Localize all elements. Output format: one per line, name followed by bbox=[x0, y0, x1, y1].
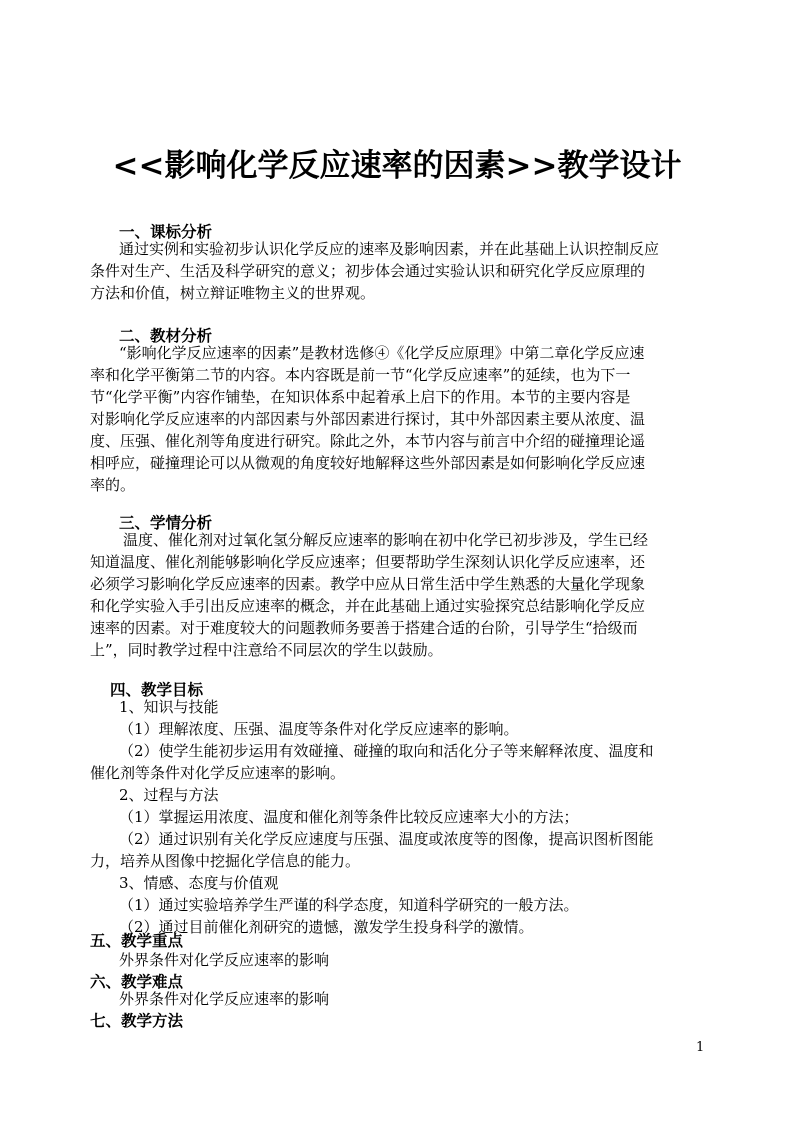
paragraph-line: 力，培养从图像中挖掘化学信息的能力。 bbox=[90, 852, 361, 870]
paragraph-line: 率的。 bbox=[90, 476, 136, 494]
page-number: 1 bbox=[696, 1040, 705, 1055]
subsection-heading: 3、情感、态度与价值观 bbox=[119, 874, 279, 892]
paragraph-line: 和化学实验入手引出反应速率的概念，并在此基础上通过实验探究总结影响化学反应 bbox=[90, 597, 646, 615]
paragraph-line: 相呼应，碰撞理论可以从微观的角度较好地解释这些外部因素是如何影响化学反应速 bbox=[90, 454, 646, 472]
section-heading: 六、教学难点 bbox=[90, 972, 184, 991]
section-heading: 二、教材分析 bbox=[119, 326, 213, 345]
paragraph-line: （2）通过识别有关化学反应速度与压强、温度或浓度等的图像，提高识图析图能 bbox=[119, 830, 654, 848]
section-heading: 四、教学目标 bbox=[110, 680, 204, 699]
section-heading: 五、教学重点 bbox=[90, 931, 184, 950]
paragraph-line: 外界条件对化学反应速率的影响 bbox=[119, 951, 330, 969]
paragraph-line: 温度、催化剂对过氧化氢分解反应速率的影响在初中化学已初步涉及，学生已经 bbox=[123, 531, 649, 549]
paragraph-line: （1）掌握运用浓度、温度和催化剂等条件比较反应速率大小的方法； bbox=[119, 808, 579, 826]
document-title: <<影响化学反应速率的因素>>教学设计 bbox=[112, 148, 682, 184]
paragraph-line: 必须学习影响化学反应速率的因素。教学中应从日常生活中学生熟悉的大量化学现象 bbox=[90, 575, 646, 593]
paragraph-line: （1）理解浓度、压强、温度等条件对化学反应速率的影响。 bbox=[119, 720, 519, 738]
section-heading: 一、课标分析 bbox=[119, 222, 213, 241]
paragraph-line: 方法和价值，树立辩证唯物主义的世界观。 bbox=[90, 284, 376, 302]
paragraph-line: 度、压强、催化剂等角度进行研究。除此之外，本节内容与前言中介绍的碰撞理论遥 bbox=[90, 432, 646, 450]
paragraph-line: 外界条件对化学反应速率的影响 bbox=[119, 990, 330, 1008]
paragraph-line: 知道温度、催化剂能够影响化学反应速率；但要帮助学生深刻认识化学反应速率，还 bbox=[90, 553, 646, 571]
paragraph-line: 速率的因素。对于难度较大的问题教师务要善于搭建合适的台阶，引导学生“拾级而 bbox=[90, 619, 638, 637]
paragraph-line: （2）通过目前催化剂研究的遗憾，激发学生投身科学的激情。 bbox=[119, 918, 534, 936]
paragraph-line: 率和化学平衡第二节的内容。本内容既是前一节“化学反应速率”的延续，也为下一 bbox=[90, 366, 631, 384]
paragraph-line: 通过实例和实验初步认识化学反应的速率及影响因素，并在此基础上认识控制反应 bbox=[119, 240, 660, 258]
paragraph-line: “影响化学反应速率的因素”是教材选修④《化学反应原理》中第二章化学反应速 bbox=[119, 344, 645, 362]
section-heading: 三、学情分析 bbox=[119, 513, 213, 532]
subsection-heading: 2、过程与方法 bbox=[119, 786, 219, 804]
paragraph-line: （2）使学生能初步运用有效碰撞、碰撞的取向和活化分子等来解释浓度、温度和 bbox=[119, 742, 654, 760]
subsection-heading: 1、知识与技能 bbox=[119, 698, 219, 716]
paragraph-line: 催化剂等条件对化学反应速率的影响。 bbox=[90, 764, 346, 782]
paragraph-line: 对影响化学反应速率的内部因素与外部因素进行探讨，其中外部因素主要从浓度、温 bbox=[90, 410, 646, 428]
paragraph-line: 条件对生产、生活及科学研究的意义；初步体会通过实验认识和研究化学反应原理的 bbox=[90, 262, 646, 280]
paragraph-line: 节“化学平衡”内容作铺垫，在知识体系中起着承上启下的作用。本节的主要内容是 bbox=[90, 388, 631, 406]
paragraph-line: （1）通过实验培养学生严谨的科学态度，知道科学研究的一般方法。 bbox=[119, 896, 579, 914]
paragraph-line: 上”，同时教学过程中注意给不同层次的学生以鼓励。 bbox=[90, 641, 443, 659]
section-heading: 七、教学方法 bbox=[90, 1011, 184, 1030]
